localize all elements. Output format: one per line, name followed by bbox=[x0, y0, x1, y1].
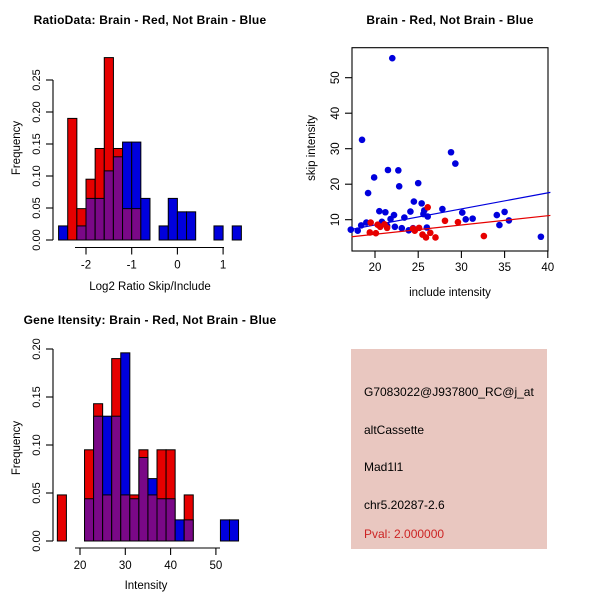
splice-type-text: altCassette bbox=[364, 423, 425, 437]
data-point bbox=[459, 209, 466, 216]
histogram-bar bbox=[214, 226, 223, 240]
y-tick-label: 0.20 bbox=[31, 338, 43, 360]
histogram-overlap-bar bbox=[113, 157, 122, 240]
gene-name-text: Mad1l1 bbox=[364, 460, 404, 474]
x-tick-label: 50 bbox=[209, 560, 223, 572]
data-point bbox=[359, 137, 366, 144]
y-tick-label: 0.15 bbox=[31, 133, 43, 155]
data-point bbox=[387, 216, 394, 223]
histogram-overlap-bar bbox=[77, 226, 86, 240]
location-text: chr5.20287-2.6 bbox=[364, 498, 445, 512]
y-tick-label: 30 bbox=[330, 142, 342, 156]
y-tick-label: 0.25 bbox=[31, 69, 43, 91]
ratio-histogram-plot bbox=[0, 0, 300, 300]
data-point bbox=[382, 209, 389, 216]
histogram-bar bbox=[57, 495, 66, 541]
data-point bbox=[455, 219, 462, 226]
data-point bbox=[385, 167, 392, 174]
data-point bbox=[407, 208, 414, 215]
data-point bbox=[462, 216, 469, 223]
gene-histogram-xlabel: Intensity bbox=[124, 580, 168, 592]
data-point bbox=[418, 200, 425, 207]
x-tick-label: 30 bbox=[118, 560, 132, 572]
data-point bbox=[384, 225, 391, 232]
histogram-overlap-bar bbox=[157, 499, 166, 541]
y-tick-label: 40 bbox=[330, 106, 342, 120]
data-point bbox=[432, 234, 439, 241]
ratio-histogram-xlabel: Log2 Ratio Skip/Include bbox=[89, 281, 211, 293]
x-tick-label: -1 bbox=[126, 259, 137, 272]
data-point bbox=[442, 217, 449, 224]
histogram-bars bbox=[59, 58, 242, 240]
y-tick-label: 10 bbox=[330, 213, 342, 227]
histogram-bar bbox=[141, 198, 150, 240]
pval-text: Pval: 2.000000 bbox=[364, 527, 445, 541]
data-point bbox=[367, 229, 374, 236]
data-point bbox=[354, 227, 361, 234]
data-point bbox=[424, 204, 431, 211]
x-tick-label: 40 bbox=[541, 262, 555, 274]
y-tick-label: 20 bbox=[330, 177, 342, 191]
data-point bbox=[427, 230, 434, 237]
data-point bbox=[501, 209, 508, 216]
data-point bbox=[389, 55, 396, 62]
histogram-overlap-bar bbox=[95, 198, 104, 240]
data-point bbox=[448, 149, 455, 156]
y-tick-label: 50 bbox=[330, 71, 342, 85]
data-point bbox=[496, 222, 503, 229]
histogram-overlap-bar bbox=[139, 457, 148, 541]
histogram-bar bbox=[187, 212, 196, 240]
data-point bbox=[452, 160, 459, 167]
data-point bbox=[469, 215, 476, 222]
y-tick-label: 0.10 bbox=[31, 434, 43, 456]
data-point bbox=[373, 230, 380, 237]
scatter-plot bbox=[300, 0, 600, 300]
x-tick-label: 40 bbox=[164, 560, 177, 572]
histogram-overlap-bar bbox=[121, 495, 130, 541]
data-point bbox=[395, 167, 402, 174]
histogram-bar bbox=[68, 118, 77, 240]
gene-histogram-plot bbox=[0, 300, 300, 600]
data-point bbox=[415, 180, 422, 187]
histogram-overlap-bar bbox=[123, 209, 132, 240]
histogram-bar bbox=[229, 520, 238, 541]
histogram-overlap-bar bbox=[103, 495, 112, 541]
x-tick-label: 20 bbox=[368, 262, 382, 274]
data-point bbox=[371, 174, 378, 181]
histogram-bars bbox=[57, 353, 238, 541]
data-point bbox=[348, 226, 355, 233]
histogram-overlap-bar bbox=[132, 209, 141, 240]
data-point bbox=[376, 208, 383, 215]
ratio-histogram-ylabel: Frequency bbox=[11, 120, 23, 176]
histogram-bar bbox=[232, 226, 241, 240]
histogram-bar bbox=[168, 198, 177, 240]
data-point bbox=[494, 212, 501, 219]
data-point bbox=[439, 206, 446, 213]
scatter-ylabel: skip intensity bbox=[306, 115, 318, 181]
x-tick-label: 25 bbox=[411, 262, 425, 274]
histogram-overlap-bar bbox=[86, 198, 95, 240]
gene-histogram-title: Gene Itensity: Brain - Red, Not Brain - Blue bbox=[23, 313, 277, 327]
scatter-title: Brain - Red, Not Brain - Blue bbox=[366, 13, 534, 27]
histogram-overlap-bar bbox=[85, 499, 94, 541]
y-tick-label: 0.05 bbox=[31, 197, 43, 219]
data-point bbox=[481, 233, 488, 240]
data-point bbox=[411, 198, 418, 205]
data-point bbox=[396, 183, 403, 190]
data-point bbox=[365, 190, 372, 197]
gene-histogram-ylabel: Frequency bbox=[11, 420, 23, 476]
data-point bbox=[367, 219, 374, 226]
data-point bbox=[401, 214, 408, 221]
y-tick-label: 0.15 bbox=[31, 386, 43, 408]
histogram-overlap-bar bbox=[130, 499, 139, 541]
y-tick-label: 0.00 bbox=[31, 530, 43, 552]
histogram-bar bbox=[177, 212, 186, 240]
gene-info-panel bbox=[351, 349, 547, 549]
x-tick-label: 20 bbox=[73, 560, 87, 572]
data-point bbox=[424, 213, 431, 220]
probe-id-text: G7083022@J937800_RC@j_at bbox=[364, 385, 534, 399]
histogram-overlap-bar bbox=[148, 495, 157, 541]
x-tick-label: 30 bbox=[455, 262, 468, 274]
histogram-overlap-bar bbox=[112, 416, 121, 541]
y-tick-label: 0.10 bbox=[31, 165, 43, 187]
histogram-overlap-bar bbox=[184, 520, 193, 541]
y-tick-label: 0.05 bbox=[31, 482, 43, 504]
histogram-overlap-bar bbox=[94, 416, 103, 541]
scatter-xlabel: include intensity bbox=[409, 287, 491, 299]
y-tick-label: 0.00 bbox=[31, 229, 43, 251]
x-tick-label: 1 bbox=[219, 259, 227, 272]
data-point bbox=[411, 227, 418, 234]
histogram-bar bbox=[220, 520, 229, 541]
histogram-overlap-bar bbox=[104, 171, 113, 240]
histogram-bar bbox=[59, 226, 68, 240]
data-point bbox=[392, 224, 399, 231]
x-tick-label: 35 bbox=[498, 262, 511, 274]
ratio-histogram-title: RatioData: Brain - Red, Not Brain - Blue bbox=[33, 13, 267, 27]
x-tick-label: -2 bbox=[80, 259, 92, 272]
y-tick-label: 0.20 bbox=[31, 101, 43, 123]
histogram-bar bbox=[175, 520, 184, 541]
histogram-overlap-bar bbox=[166, 499, 175, 541]
histogram-bar bbox=[159, 226, 168, 240]
data-point bbox=[538, 233, 545, 240]
x-tick-label: 0 bbox=[174, 259, 181, 272]
